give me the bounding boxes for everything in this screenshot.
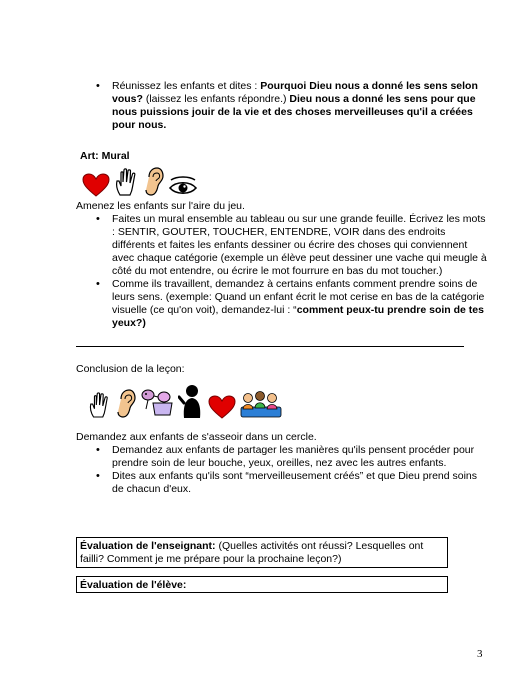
section-divider: [76, 346, 464, 347]
hand-icon: [114, 167, 140, 197]
page-number: 3: [477, 648, 483, 660]
eye-icon: [168, 175, 198, 197]
art-list: [94, 213, 490, 330]
ear-icon: [116, 389, 136, 419]
child-silhouette-icon: [178, 383, 204, 419]
conclusion-list: [94, 444, 486, 496]
art-bullet-1: • Faites un mural ensemble au tableau ou sur une grande feuille. Écrivez les mots : SENTIR, GOUTER, TOUCHER, ENTENDRE, VOIR dans des endroits différents et faites les enfants dessiner ou écrire des choses qui conviennent avec chaque catégorie (exemple un élève peut dessiner une vache qui meugle à côté du mot entendre, ou écrire le mot fourrure en bas du mot toucher.): [94, 213, 490, 278]
intro-bullet: • Réunissez les enfants et dites : Pourquoi Dieu nous a donné les sens selon vous? (laissez les enfants répondre.) Dieu nous a donné les sens pour que nous puissions jouir de la vie et des choses merveilleuses qu'il a créées pour nous.: [94, 80, 484, 132]
children-group-icon: [240, 389, 282, 419]
ear-icon: [144, 167, 164, 197]
art-bullet-2: • Comme ils travaillent, demandez à certains enfants comment prendre soins de leurs sens. (exemple: Quand un enfant écrit le mot cerise en bas de la catégorie visuelle (ce qu'on voit), demandez-lui : “comment peux-tu prendre soin de tes yeux?): [94, 278, 490, 330]
hand-icon: [88, 391, 112, 419]
art-heading: Art: Mural: [80, 150, 130, 162]
heart-icon: [208, 395, 236, 419]
teacher-evaluation-box: Évaluation de l'enseignant: (Quelles activités ont réussi? Lesquelles ont failli? Comment je me prépare pour la prochaine leçon?): [76, 537, 448, 568]
conclusion-heading: Conclusion de la leçon:: [76, 363, 185, 375]
conclusion-bullet-2: • Dites aux enfants qu'ils sont “merveilleusement créés” et que Dieu prend soins de chacun d'eux.: [94, 470, 486, 496]
intro-list: [94, 80, 484, 132]
art-icon-row: [82, 165, 198, 197]
conclusion-bullet-1: • Demandez aux enfants de partager les manières qu'ils pensent procéder pour prendre soin de leur bouche, yeux, oreilles, nez avec les autres enfants.: [94, 444, 486, 470]
heart-icon: [82, 173, 110, 197]
birds-icon: [140, 387, 174, 419]
art-intro: Amenez les enfants sur l'aire du jeu.: [76, 200, 245, 212]
student-evaluation-box: Évaluation de l'élève:: [76, 576, 448, 593]
conclusion-icon-row: [88, 381, 282, 419]
conclusion-intro: Demandez aux enfants de s'asseoir dans un cercle.: [76, 431, 317, 443]
